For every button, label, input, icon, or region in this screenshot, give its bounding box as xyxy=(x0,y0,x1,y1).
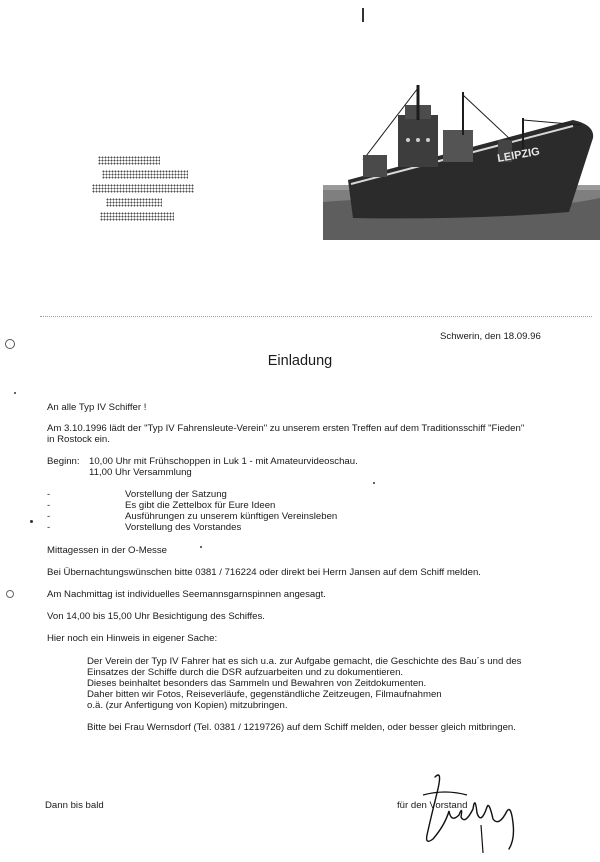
notice-line: Der Verein der Typ IV Fahrer hat es sich u.a. zur Aufgabe gemacht, die Geschichte des Bau´s und des xyxy=(87,656,522,667)
scan-speck xyxy=(362,8,364,22)
notice-line: Daher bitten wir Fotos, Reiseverläufe, gegenständliche Zeitzeugen, Filmaufnahmen xyxy=(87,689,442,700)
paragraph-afternoon: Am Nachmittag ist individuelles Seemannsgarnspinnen angesagt. xyxy=(47,589,326,600)
intro-line: in Rostock ein. xyxy=(47,434,110,445)
scan-speck xyxy=(373,482,375,484)
paragraph-notice-intro: Hier noch ein Hinweis in eigener Sache: xyxy=(47,633,218,644)
agenda-bullet: - xyxy=(47,500,51,511)
schedule-label: Beginn: xyxy=(47,456,80,467)
notice-line: Dieses beinhaltet besonders das Sammeln und Bewahren von Zeitdokumenten. xyxy=(87,678,427,689)
page-divider xyxy=(40,316,592,317)
scan-speck xyxy=(6,590,14,598)
agenda-item: Ausführungen zu unserem künftigen Vereinsleben xyxy=(125,511,338,522)
closing: Dann bis bald xyxy=(45,800,104,811)
paragraph-tour: Von 14,00 bis 15,00 Uhr Besichtigung des Schiffes. xyxy=(47,611,265,622)
place-date: Schwerin, den 18.09.96 xyxy=(440,331,541,342)
agenda-item: Vorstellung der Satzung xyxy=(125,489,227,500)
scan-speck xyxy=(200,546,202,548)
schedule-line: 10,00 Uhr mit Frühschoppen in Luk 1 - mit Amateurvideoschau. xyxy=(89,456,358,467)
scan-speck xyxy=(30,520,33,523)
scan-speck xyxy=(14,392,16,394)
intro-line: Am 3.10.1996 lädt der "Typ IV Fahrensleute-Verein" zu unserem ersten Treffen auf dem Traditionsschiff "Fieden" xyxy=(47,423,525,434)
signoff: für den Vorstand xyxy=(397,800,468,811)
document-title: Einladung xyxy=(267,353,333,369)
agenda-bullet: - xyxy=(47,489,51,500)
ship-hull-name: LEIPZIG xyxy=(496,145,541,165)
redacted-address-block xyxy=(92,148,202,230)
greeting: An alle Typ IV Schiffer ! xyxy=(47,402,147,413)
schedule-line: 11,00 Uhr Versammlung xyxy=(89,467,192,478)
agenda-item: Es gibt die Zettelbox für Eure Ideen xyxy=(125,500,276,511)
agenda-item: Vorstellung des Vorstandes xyxy=(125,522,242,533)
scan-speck xyxy=(5,339,15,349)
agenda-bullet: - xyxy=(47,511,51,522)
paragraph-lunch: Mittagessen in der O-Messe xyxy=(47,545,167,556)
handwritten-signature xyxy=(415,765,535,855)
agenda-bullet: - xyxy=(47,522,51,533)
notice-line: Einsatzes der Schiffe durch die DSR aufzuarbeiten und zu dokumentieren. xyxy=(87,667,404,678)
notice-line: o.ä. (zur Anfertigung von Kopien) mitzubringen. xyxy=(87,700,288,711)
paragraph-overnight: Bei Übernachtungswünschen bitte 0381 / 716224 oder direkt bei Herrn Jansen auf dem Schiff melden. xyxy=(47,567,481,578)
request-line: Bitte bei Frau Wernsdorf (Tel. 0381 / 1219726) auf dem Schiff melden, oder besser gleich mitbringen. xyxy=(87,722,516,733)
ship-photo xyxy=(323,80,600,240)
